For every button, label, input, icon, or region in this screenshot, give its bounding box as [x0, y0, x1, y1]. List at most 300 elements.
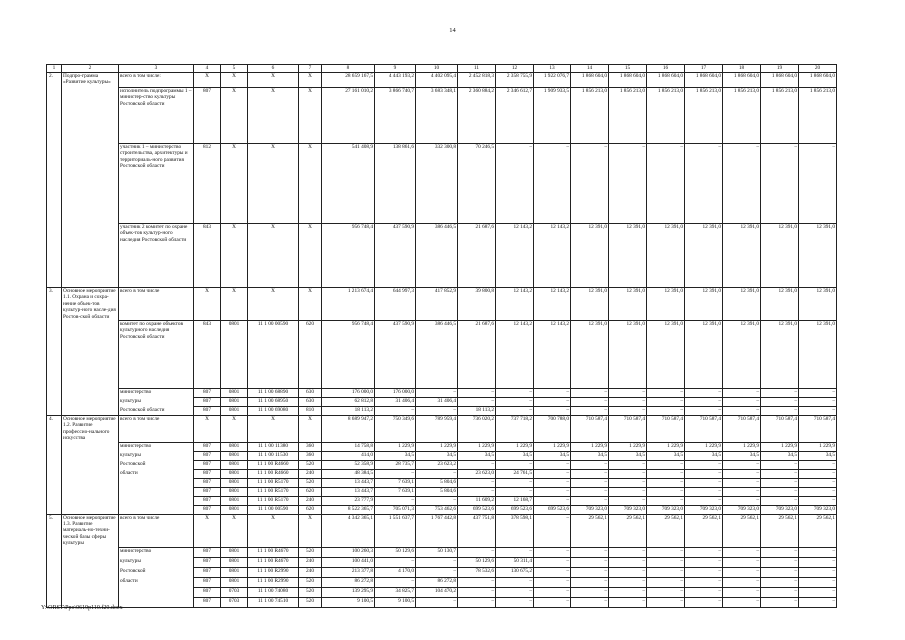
amount-cell: 710 587,4 — [571, 416, 609, 443]
grbs-code: 807 — [194, 567, 221, 577]
expense-type-code: 520 — [299, 460, 322, 469]
executor-name — [119, 597, 194, 607]
row-number — [47, 557, 62, 567]
amount-cell: 21 687,6 — [458, 224, 496, 288]
amount-cell: – — [799, 557, 837, 567]
amount-cell: – — [571, 496, 609, 505]
program-name — [62, 389, 119, 398]
amount-cell: 789 959,4 — [416, 416, 458, 443]
amount-cell: – — [685, 407, 723, 416]
section-code: Х — [221, 514, 248, 547]
program-name — [62, 469, 119, 478]
amount-cell: – — [571, 478, 609, 487]
amount-cell: – — [647, 389, 685, 398]
amount-cell: – — [534, 547, 571, 557]
amount-cell: – — [571, 144, 609, 224]
amount-cell: – — [761, 547, 799, 557]
amount-cell: 1 229,9 — [375, 442, 416, 451]
column-number: 4 — [194, 65, 221, 73]
row-number — [47, 505, 62, 514]
amount-cell: 23 777,9 — [322, 496, 375, 505]
amount-cell: 12 391,0 — [571, 321, 609, 389]
amount-cell: – — [609, 398, 647, 407]
amount-cell: – — [799, 487, 837, 496]
column-number: 6 — [248, 65, 299, 73]
executor-name: культуры — [119, 557, 194, 567]
amount-cell: 9 100,5 — [375, 597, 416, 607]
table-row — [47, 389, 837, 398]
target-article-code: Х — [248, 88, 299, 144]
amount-cell: 8 522 365,7 — [322, 505, 375, 514]
amount-cell: 5 804,6 — [416, 478, 458, 487]
page-number: 14 — [449, 27, 456, 34]
column-number: 9 — [375, 65, 416, 73]
grbs-code: 807 — [194, 398, 221, 407]
table-row — [47, 496, 837, 505]
executor-name — [119, 505, 194, 514]
amount-cell: – — [375, 407, 416, 416]
amount-cell: 5 804,6 — [416, 487, 458, 496]
amount-cell: 12 391,0 — [647, 321, 685, 389]
amount-cell: 737 718,2 — [496, 416, 534, 443]
amount-cell: 34,5 — [723, 451, 761, 460]
table-row — [47, 407, 837, 416]
amount-cell: – — [647, 460, 685, 469]
amount-cell: 699 523,6 — [458, 505, 496, 514]
amount-cell: – — [761, 460, 799, 469]
expense-type-code: Х — [299, 144, 322, 224]
amount-cell: – — [534, 398, 571, 407]
amount-cell: – — [416, 407, 458, 416]
target-article-code: 11 1 00 00590 — [248, 321, 299, 389]
amount-cell: 29 562,1 — [571, 514, 609, 547]
amount-cell: – — [496, 577, 534, 587]
section-code: 0801 — [221, 496, 248, 505]
amount-cell: 7 639,1 — [375, 478, 416, 487]
amount-cell: – — [571, 547, 609, 557]
amount-cell: 12 391,0 — [799, 288, 837, 321]
amount-cell: – — [375, 557, 416, 567]
section-code: 0801 — [221, 505, 248, 514]
row-number — [47, 587, 62, 597]
amount-cell: – — [458, 389, 496, 398]
amount-cell: – — [799, 567, 837, 577]
amount-cell: – — [647, 587, 685, 597]
table-row — [47, 88, 837, 144]
amount-cell: 34,5 — [761, 451, 799, 460]
amount-cell: 1 213 674,4 — [322, 288, 375, 321]
table-row — [47, 398, 837, 407]
row-number — [47, 451, 62, 460]
amount-cell: 1 229,9 — [799, 442, 837, 451]
amount-cell: 2 346 612,7 — [496, 88, 534, 144]
grbs-code: 807 — [194, 597, 221, 607]
amount-cell: – — [647, 478, 685, 487]
column-number: 17 — [685, 65, 723, 73]
amount-cell: 12 143,2 — [496, 321, 534, 389]
program-name — [62, 451, 119, 460]
column-number: 7 — [299, 65, 322, 73]
amount-cell: 710 587,4 — [609, 416, 647, 443]
row-number — [47, 567, 62, 577]
amount-cell: – — [685, 577, 723, 587]
executor-name: всего в том числе — [119, 514, 194, 547]
amount-cell: – — [799, 496, 837, 505]
grbs-code: Х — [194, 514, 221, 547]
amount-cell: – — [458, 547, 496, 557]
row-number — [47, 487, 62, 496]
amount-cell: 29 562,1 — [723, 514, 761, 547]
amount-cell: – — [416, 496, 458, 505]
expense-type-code: Х — [299, 73, 322, 88]
row-number — [47, 478, 62, 487]
program-name — [62, 460, 119, 469]
amount-cell: – — [685, 487, 723, 496]
table-row — [47, 224, 837, 288]
section-code: 0703 — [221, 597, 248, 607]
amount-cell: 1 868 604,0 — [685, 73, 723, 88]
amount-cell: – — [723, 478, 761, 487]
amount-cell: 1 856 213,0 — [723, 88, 761, 144]
amount-cell: 34,5 — [647, 451, 685, 460]
amount-cell: 1 856 213,0 — [571, 88, 609, 144]
section-code: 0801 — [221, 567, 248, 577]
amount-cell: – — [761, 478, 799, 487]
amount-cell: 709 323,0 — [685, 505, 723, 514]
amount-cell: 13 443,7 — [322, 487, 375, 496]
amount-cell: – — [609, 547, 647, 557]
amount-cell: – — [761, 597, 799, 607]
amount-cell: 176 000,0 — [322, 389, 375, 398]
amount-cell: – — [723, 597, 761, 607]
row-number — [47, 224, 62, 288]
target-article-code: Х — [248, 144, 299, 224]
amount-cell: 34,5 — [534, 451, 571, 460]
table-row — [47, 469, 837, 478]
table-row — [47, 416, 837, 443]
expense-type-code: 360 — [299, 451, 322, 460]
amount-cell: – — [685, 478, 723, 487]
grbs-code: 807 — [194, 389, 221, 398]
amount-cell: 1 767 442,8 — [416, 514, 458, 547]
table-row — [47, 321, 837, 389]
target-article-code: Х — [248, 416, 299, 443]
amount-cell: 34,5 — [685, 451, 723, 460]
column-number: 18 — [723, 65, 761, 73]
amount-cell: – — [723, 407, 761, 416]
amount-cell: 12 391,0 — [571, 288, 609, 321]
amount-cell: – — [609, 407, 647, 416]
amount-cell: 1 229,9 — [685, 442, 723, 451]
amount-cell: 104 470,2 — [416, 587, 458, 597]
amount-cell: 12 391,0 — [571, 224, 609, 288]
amount-cell: 48 384,5 — [322, 469, 375, 478]
executor-name: исполнитель подпрограммы 1 – министер-ство культуры Ростовской области — [119, 88, 194, 144]
section-code: 0801 — [221, 451, 248, 460]
expense-type-code: 620 — [299, 487, 322, 496]
program-name — [62, 88, 119, 144]
amount-cell: 11 609,2 — [458, 496, 496, 505]
amount-cell: – — [534, 557, 571, 567]
program-name: Основное мероприятие 1.1. Охрана и сохра-нение объек-тов культур-ного насле-дия Ростов-ской области — [62, 288, 119, 321]
amount-cell: – — [609, 557, 647, 567]
amount-cell: – — [534, 389, 571, 398]
amount-cell: – — [799, 460, 837, 469]
amount-cell: 1 229,9 — [609, 442, 647, 451]
amount-cell: – — [685, 144, 723, 224]
amount-cell: 7 639,1 — [375, 487, 416, 496]
amount-cell: 1 868 604,0 — [761, 73, 799, 88]
amount-cell: 18 113,2 — [458, 407, 496, 416]
amount-cell: 1 856 213,0 — [799, 88, 837, 144]
target-article-code: 11 1 00 R4660 — [248, 460, 299, 469]
table-row — [47, 144, 837, 224]
amount-cell: – — [609, 469, 647, 478]
amount-cell: – — [761, 496, 799, 505]
row-number — [47, 398, 62, 407]
column-number: 11 — [458, 65, 496, 73]
grbs-code: Х — [194, 416, 221, 443]
amount-cell: – — [685, 587, 723, 597]
amount-cell: 1 856 213,0 — [609, 88, 647, 144]
amount-cell: 1 229,9 — [723, 442, 761, 451]
grbs-code: 807 — [194, 587, 221, 597]
amount-cell: – — [571, 587, 609, 597]
amount-cell: – — [609, 587, 647, 597]
amount-cell: – — [609, 597, 647, 607]
amount-cell: – — [496, 587, 534, 597]
amount-cell: 12 143,2 — [534, 224, 571, 288]
amount-cell: – — [571, 469, 609, 478]
table-row — [47, 587, 837, 597]
grbs-code: 807 — [194, 557, 221, 567]
expense-type-code: 240 — [299, 567, 322, 577]
amount-cell: 34,5 — [458, 451, 496, 460]
target-article-code: 11 1 00 R4670 — [248, 557, 299, 567]
amount-cell: – — [496, 547, 534, 557]
program-name — [62, 557, 119, 567]
expense-type-code: Х — [299, 288, 322, 321]
column-number: 13 — [534, 65, 571, 73]
amount-cell: – — [723, 389, 761, 398]
amount-cell: 28 735,7 — [375, 460, 416, 469]
grbs-code: Х — [194, 73, 221, 88]
amount-cell: 21 687,6 — [458, 321, 496, 389]
grbs-code: 807 — [194, 88, 221, 144]
amount-cell: 12 391,0 — [685, 224, 723, 288]
program-name — [62, 321, 119, 389]
amount-cell: 1 229,9 — [647, 442, 685, 451]
amount-cell: – — [458, 487, 496, 496]
program-name — [62, 442, 119, 451]
expense-type-code: 240 — [299, 496, 322, 505]
amount-cell: 86 272,8 — [322, 577, 375, 587]
expense-type-code: 520 — [299, 587, 322, 597]
table-row — [47, 557, 837, 567]
amount-cell: – — [685, 496, 723, 505]
amount-cell: 12 391,0 — [799, 224, 837, 288]
table-row — [47, 577, 837, 587]
amount-cell: 1 868 604,0 — [609, 73, 647, 88]
expense-type-code: 620 — [299, 505, 322, 514]
target-article-code: 11 1 00 R2990 — [248, 567, 299, 577]
grbs-code: 812 — [194, 144, 221, 224]
amount-cell: 2 358 755,9 — [496, 73, 534, 88]
expense-type-code: Х — [299, 514, 322, 547]
amount-cell: 417 852,9 — [416, 288, 458, 321]
amount-cell: – — [416, 597, 458, 607]
amount-cell: 86 272,8 — [416, 577, 458, 587]
amount-cell: 12 391,0 — [685, 288, 723, 321]
section-code: 0801 — [221, 398, 248, 407]
section-code: 0801 — [221, 487, 248, 496]
amount-cell: 541 408,9 — [322, 144, 375, 224]
amount-cell: 1 551 637,7 — [375, 514, 416, 547]
target-article-code: 11 1 00 68890 — [248, 389, 299, 398]
amount-cell: – — [723, 487, 761, 496]
program-name: Основное мероприятие 1.3. Развитие материаль-но-техни-ческой базы сферы культуры — [62, 514, 119, 547]
expense-type-code: 520 — [299, 547, 322, 557]
amount-cell: 27 161 010,2 — [322, 88, 375, 144]
table-row — [47, 597, 837, 607]
column-number: 2 — [62, 65, 119, 73]
expense-type-code: 630 — [299, 389, 322, 398]
amount-cell: 176 000,0 — [375, 389, 416, 398]
amount-cell: – — [609, 144, 647, 224]
amount-cell: – — [534, 460, 571, 469]
amount-cell: 1 856 213,0 — [647, 88, 685, 144]
section-code: 0801 — [221, 469, 248, 478]
amount-cell: 9 100,5 — [322, 597, 375, 607]
amount-cell: 4 170,0 — [375, 567, 416, 577]
grbs-code: 807 — [194, 469, 221, 478]
amount-cell: 12 391,0 — [685, 321, 723, 389]
expense-type-code: Х — [299, 88, 322, 144]
amount-cell: 29 562,1 — [609, 514, 647, 547]
table-row — [47, 505, 837, 514]
amount-cell: 710 587,4 — [723, 416, 761, 443]
amount-cell: 138 861,6 — [375, 144, 416, 224]
amount-cell: – — [534, 487, 571, 496]
target-article-code: 11 1 00 74080 — [248, 587, 299, 597]
amount-cell: – — [647, 144, 685, 224]
target-article-code: 11 1 00 R2990 — [248, 577, 299, 587]
amount-cell: – — [534, 514, 571, 547]
amount-cell: – — [685, 567, 723, 577]
target-article-code: 11 1 00 R5170 — [248, 496, 299, 505]
amount-cell: 34,5 — [375, 451, 416, 460]
amount-cell: – — [799, 547, 837, 557]
section-code: Х — [221, 416, 248, 443]
amount-cell: – — [571, 460, 609, 469]
amount-cell: 437 590,9 — [375, 321, 416, 389]
amount-cell: – — [647, 577, 685, 587]
amount-cell: 23 623,2 — [416, 460, 458, 469]
section-code: 0801 — [221, 478, 248, 487]
amount-cell: – — [799, 389, 837, 398]
row-number — [47, 88, 62, 144]
amount-cell: – — [685, 469, 723, 478]
program-name: Подпро-грамма «Развитие культуры» — [62, 73, 119, 88]
amount-cell: 1 229,9 — [496, 442, 534, 451]
amount-cell: – — [799, 597, 837, 607]
amount-cell: 34,5 — [609, 451, 647, 460]
amount-cell: 12 391,0 — [647, 224, 685, 288]
amount-cell: 709 323,0 — [723, 505, 761, 514]
grbs-code: 807 — [194, 577, 221, 587]
amount-cell: 699 523,6 — [496, 505, 534, 514]
amount-cell: 3 683 348,1 — [416, 88, 458, 144]
amount-cell: – — [723, 460, 761, 469]
row-number — [47, 389, 62, 398]
column-number: 3 — [119, 65, 194, 73]
row-number — [47, 407, 62, 416]
amount-cell: 213 377,8 — [322, 567, 375, 577]
amount-cell: 31 406,4 — [375, 398, 416, 407]
amount-cell: 12 391,0 — [609, 224, 647, 288]
program-name — [62, 487, 119, 496]
program-name — [62, 567, 119, 577]
executor-name: всего в том числе — [119, 416, 194, 443]
amount-cell: 1 229,9 — [761, 442, 799, 451]
amount-cell: – — [761, 487, 799, 496]
amount-cell: 12 391,0 — [761, 224, 799, 288]
amount-cell: 50 311,4 — [496, 557, 534, 567]
row-number — [47, 321, 62, 389]
amount-cell: 386 446,5 — [416, 321, 458, 389]
amount-cell: 12 391,0 — [799, 321, 837, 389]
program-name — [62, 407, 119, 416]
amount-cell: – — [571, 398, 609, 407]
amount-cell: – — [647, 407, 685, 416]
amount-cell: – — [609, 567, 647, 577]
amount-cell: – — [496, 478, 534, 487]
amount-cell: 709 323,0 — [761, 505, 799, 514]
amount-cell: 1 922 076,7 — [534, 73, 571, 88]
amount-cell: – — [799, 398, 837, 407]
amount-cell: 12 391,0 — [723, 321, 761, 389]
grbs-code: 807 — [194, 505, 221, 514]
expense-type-code: 520 — [299, 577, 322, 587]
section-code: 0801 — [221, 547, 248, 557]
section-code: 0703 — [221, 587, 248, 597]
amount-cell: 1 868 604,0 — [799, 73, 837, 88]
row-number — [47, 547, 62, 557]
section-code: 0801 — [221, 442, 248, 451]
amount-cell: 386 446,5 — [416, 224, 458, 288]
amount-cell: – — [571, 597, 609, 607]
amount-cell: 710 587,4 — [799, 416, 837, 443]
amount-cell: 50 129,6 — [458, 557, 496, 567]
amount-cell: – — [761, 407, 799, 416]
table-row — [47, 451, 837, 460]
amount-cell: 50 130,7 — [416, 547, 458, 557]
program-name — [62, 144, 119, 224]
amount-cell: – — [375, 469, 416, 478]
amount-cell: 1 868 604,0 — [723, 73, 761, 88]
section-code: 0801 — [221, 460, 248, 469]
amount-cell: 1 868 604,0 — [647, 73, 685, 88]
amount-cell: 700 788,0 — [534, 416, 571, 443]
grbs-code: 807 — [194, 496, 221, 505]
column-number: 20 — [799, 65, 837, 73]
amount-cell: – — [647, 398, 685, 407]
amount-cell: 28 659 167,5 — [322, 73, 375, 88]
amount-cell: 12 391,0 — [723, 288, 761, 321]
amount-cell: – — [609, 389, 647, 398]
executor-name — [119, 587, 194, 597]
expense-type-code: 620 — [299, 321, 322, 389]
